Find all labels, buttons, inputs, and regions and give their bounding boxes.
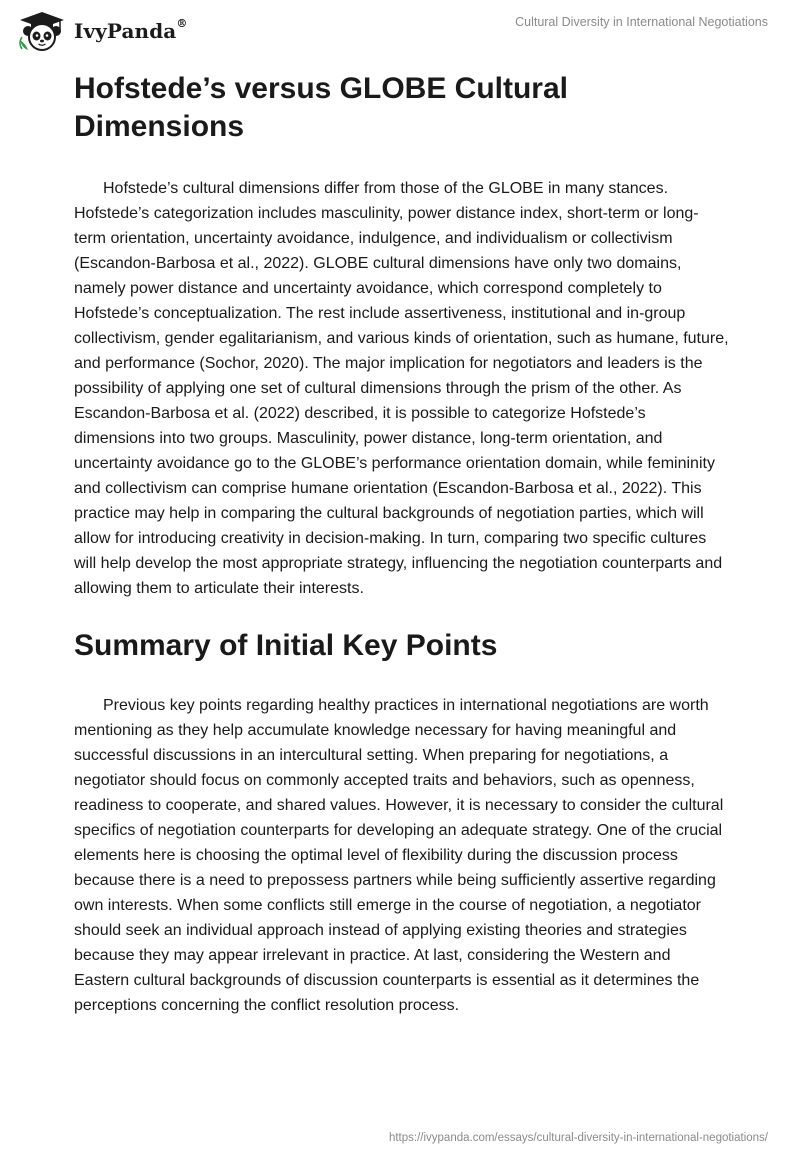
brand-name: IvyPanda®	[74, 17, 188, 43]
section-heading-summary: Summary of Initial Key Points	[74, 629, 498, 662]
section-heading-hofstede-globe: Hofstede’s versus GLOBE Cultural Dimensions	[74, 72, 569, 143]
article-body	[74, 70, 730, 1018]
section-paragraph-summary: Previous key points regarding healthy practices in international negotiations are worth mentioning as they help accumulate knowledge necessary for having meaningful and successful discussions in an intercultural setting. When preparing for negotiations, a negotiator should focus on commonly accepted traits and behaviors, such as openness, readiness to cooperate, and shared values. However, it is necessary to consider the cultural specifics of negotiation counterparts for developing an adequate strategy. One of the crucial elements here is choosing the optimal level of flexibility during the discussion process because there is a need to prepossess partners while being sufficiently assertive regarding own interests. When some conflicts still emerge in the course of negotiation, a negotiator should seek an individual approach instead of applying existing theories and strategies because they may appear irrelevant in practice. At last, considering the Western and Eastern cultural backgrounds of discussion counterparts is essential as it determines the perceptions concerning the conflict resolution process.	[74, 697, 724, 1014]
panda-graduate-icon	[16, 10, 68, 52]
registered-mark: ®	[176, 17, 188, 30]
brand-logo[interactable]	[16, 10, 187, 52]
source-url-link[interactable]: https://ivypanda.com/essays/cultural-diversity-in-international-negotiations/	[388, 1132, 768, 1144]
document-title: Cultural Diversity in International Negotiations	[515, 15, 768, 29]
page-header	[0, 0, 800, 60]
section-paragraph-hofstede-globe: Hofstede’s cultural dimensions differ from those of the GLOBE in many stances. Hofstede’s categorization includes masculinity, power distance index, short-term or long-term orientation, uncertainty avoidance, indulgence, and individualism or collectivism (Escandon-Barbosa et al., 2022). GLOBE cultural dimensions have only two domains, namely power distance and uncertainty avoidance, which correspond completely to Hofstede’s conceptualization. The rest include assertiveness, institutional and in-group collectivism, gender egalitarianism, and various kinds of orientation, such as humane, future, and performance (Sochor, 2020). The major implication for negotiators and leaders is the possibility of applying one set of cultural dimensions through the prism of the other. As Escandon-Barbosa et al. (2022) described, it is possible to categorize Hofstede’s dimensions into two groups. Masculinity, power distance, long-term orientation, and uncertainty avoidance go to the GLOBE’s performance orientation domain, while femininity and collectivism can comprise humane orientation (Escandon-Barbosa et al., 2022). This practice may help in comparing the cultural backgrounds of negotiation parties, which will allow for introducing creativity in decision-making. In turn, comparing two specific cultures will help develop the most appropriate strategy, influencing the negotiation counterparts and allowing them to articulate their interests.	[74, 180, 729, 597]
